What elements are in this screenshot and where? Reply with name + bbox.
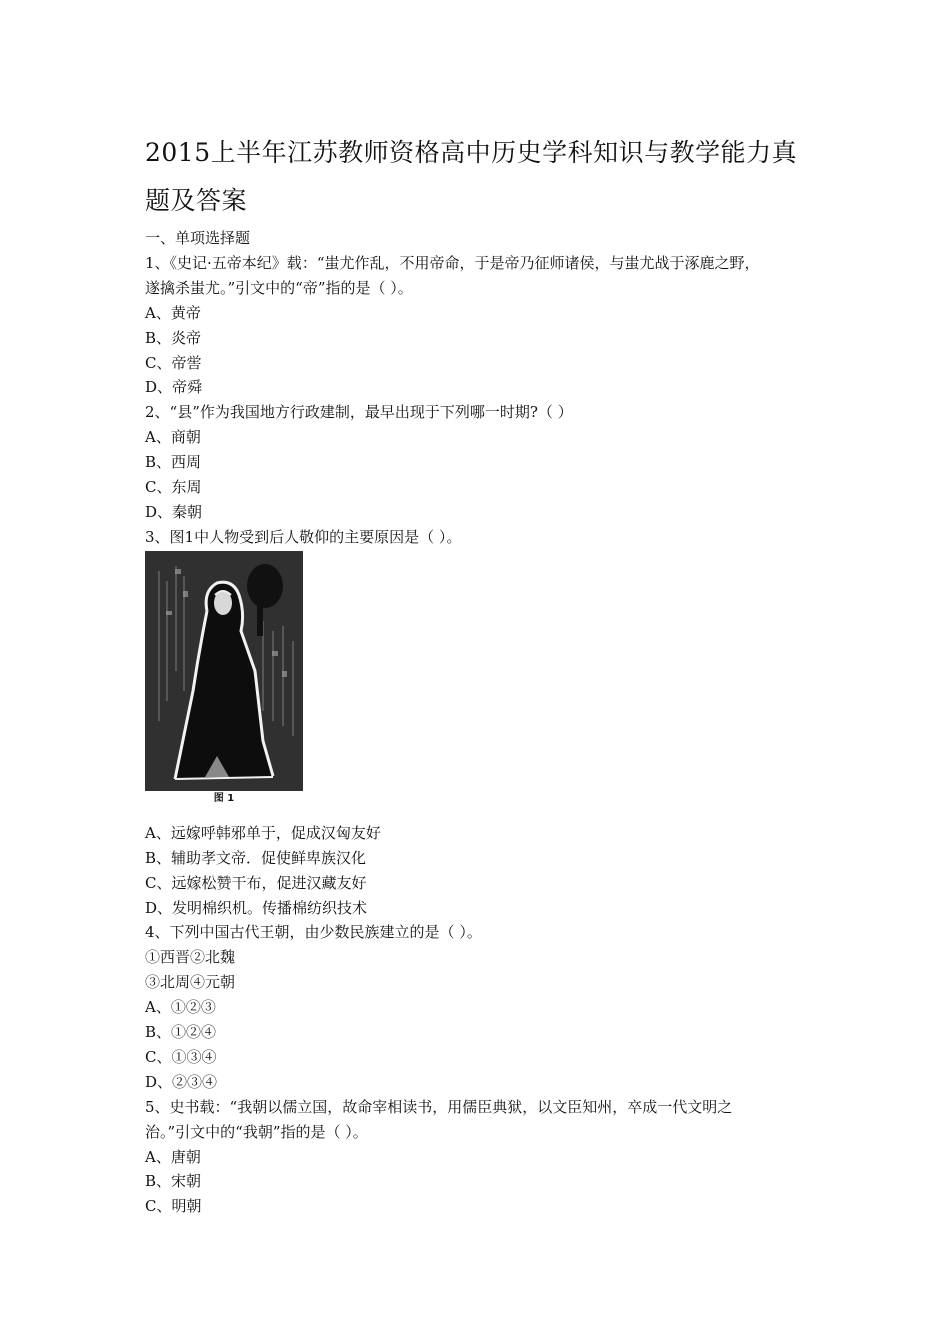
question-stem: 5、史书载：“我朝以儒立国，故命宰相读书，用儒臣典狱，以文臣知州，卒成一代文明之 (145, 1097, 733, 1116)
section-heading: 一、单项选择题 (145, 229, 251, 247)
question-3 (145, 525, 813, 921)
option-b: B、辅助孝文帝．促使鲜卑族汉化 (145, 848, 367, 867)
question-stem: 4、下列中国古代王朝，由少数民族建立的是（ ）。 (145, 923, 482, 942)
option-b: B、西周 (145, 453, 202, 472)
document-body (145, 226, 813, 1219)
question-subitems-1: ①西晋②北魏 (145, 948, 236, 967)
question-stem: 2、“县”作为我国地方行政建制，最早出现于下列哪一时期?（ ） (145, 403, 573, 422)
option-a: A、①②③ (145, 998, 216, 1017)
option-a: A、唐朝 (145, 1147, 201, 1166)
option-d: D、②③④ (145, 1072, 218, 1091)
option-d: D、发明棉织机。传播棉纺织技术 (145, 898, 368, 917)
question-subitems-2: ③北周④元朝 (145, 973, 236, 992)
option-b: B、炎帝 (145, 328, 202, 347)
question-1 (145, 251, 813, 400)
option-a: A、黄帝 (145, 303, 201, 322)
option-d: D、秦朝 (145, 502, 203, 521)
historical-portrait-image (145, 551, 303, 791)
question-stem-cont: 治。”引文中的“我朝”指的是（ ）。 (145, 1122, 368, 1141)
option-b: B、①②④ (145, 1023, 217, 1042)
question-2 (145, 400, 813, 525)
option-c: C、①③④ (145, 1047, 217, 1066)
option-a: A、商朝 (145, 428, 201, 447)
figure-caption: 图 1 (213, 792, 235, 804)
option-c: C、远嫁松赞干布，促进汉藏友好 (145, 873, 367, 892)
question-stem: 3、图1中人物受到后人敬仰的主要原因是（ ）。 (145, 527, 462, 546)
option-c: C、帝喾 (145, 353, 202, 372)
document-title-line-2: 题及答案 (145, 186, 248, 215)
option-d: D、帝舜 (145, 378, 203, 397)
option-c: C、明朝 (145, 1197, 202, 1216)
option-a: A、远嫁呼韩邪单于，促成汉匈友好 (145, 823, 381, 842)
question-5 (145, 1095, 813, 1220)
question-stem: 1、《史记·五帝本纪》载：“蚩尤作乱，不用帝命，于是帝乃征师诸侯，与蚩尤战于涿鹿之野， (145, 253, 760, 272)
question-stem-cont: 遂擒杀蚩尤。”引文中的“帝”指的是（ ）。 (145, 278, 413, 297)
option-b: B、宋朝 (145, 1172, 202, 1191)
figure-1 (145, 551, 305, 807)
document-title-line-1: 2015上半年江苏教师资格高中历史学科知识与教学能力真 (145, 138, 798, 167)
question-4 (145, 920, 813, 1094)
option-c: C、东周 (145, 478, 202, 497)
